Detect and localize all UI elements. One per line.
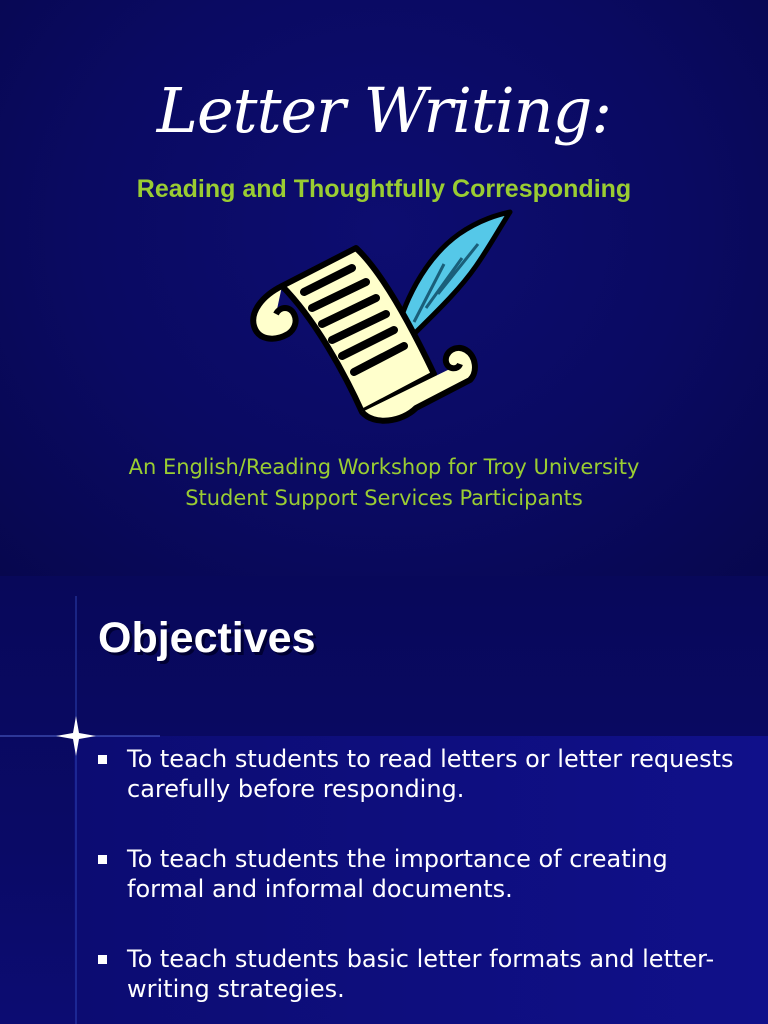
list-item xyxy=(98,744,738,804)
slide-subtitle: Reading and Thoughtfully Corresponding xyxy=(136,175,632,203)
slide-title: Letter Writing: xyxy=(156,74,612,147)
list-item-text: To teach students the importance of creating formal and informal documents. xyxy=(127,845,668,903)
scroll-quill-icon xyxy=(244,204,516,430)
objectives-slide xyxy=(0,576,768,1024)
objectives-list xyxy=(98,744,738,1024)
list-item xyxy=(98,944,738,1004)
workshop-description xyxy=(0,452,768,514)
bullet-square-icon xyxy=(98,855,107,864)
bullet-square-icon xyxy=(98,755,107,764)
list-item xyxy=(98,844,738,904)
list-item-text: To teach students basic letter formats and letter-writing strategies. xyxy=(127,945,715,1003)
bullet-square-icon xyxy=(98,955,107,964)
workshop-line-1: An English/Reading Workshop for Troy University xyxy=(128,455,640,479)
workshop-line-2: Student Support Services Participants xyxy=(185,486,583,510)
objectives-heading: Objectives xyxy=(98,614,316,662)
list-item-text: To teach students to read letters or letter requests carefully before responding. xyxy=(127,745,734,803)
